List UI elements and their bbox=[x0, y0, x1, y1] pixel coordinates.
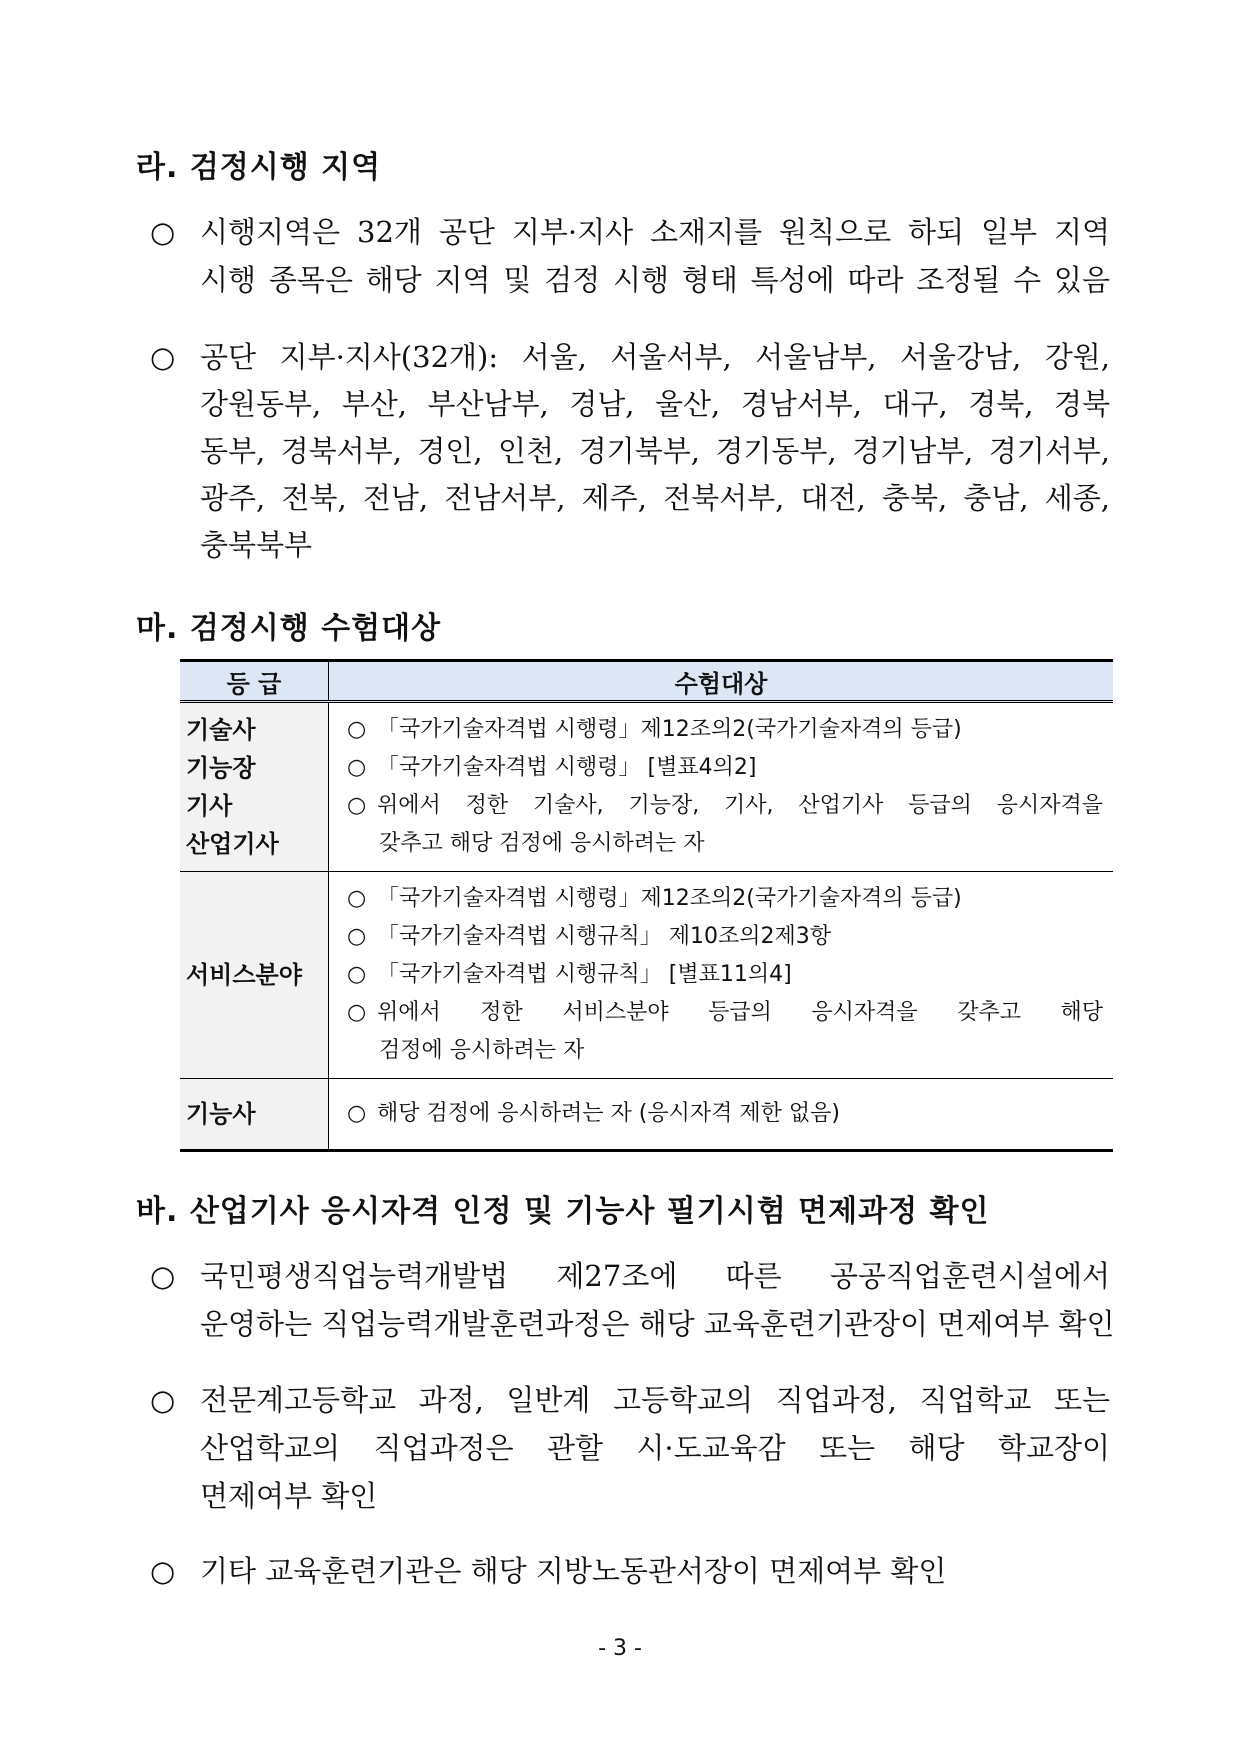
column-header-target: 수험대상 bbox=[329, 661, 1114, 702]
paragraph-line: 충북북부 bbox=[200, 528, 313, 562]
target-cell bbox=[329, 1079, 1114, 1151]
paragraph-line: 공단 지부·지사(32개): 서울, 서울서부, 서울남부, 서울강남, 강원, bbox=[200, 340, 1110, 374]
bullet-icon: ○ bbox=[150, 1383, 176, 1417]
paragraph-line: 면제여부 확인 bbox=[200, 1479, 378, 1513]
section-heading-ba: 바. 산업기사 응시자격 인정 및 기능사 필기시험 면제과정 확인 bbox=[136, 1194, 990, 1229]
section-heading-ma: 마. 검정시행 수험대상 bbox=[136, 611, 442, 646]
grade-cell bbox=[180, 702, 329, 872]
bullet-icon: ○ bbox=[347, 1101, 367, 1126]
target-line bbox=[347, 749, 1103, 787]
target-cell bbox=[329, 872, 1114, 1079]
bullet-icon: ○ bbox=[347, 962, 367, 987]
paragraph-line: 운영하는 직업능력개발훈련과정은 해당 교육훈련기관장이 면제여부 확인 bbox=[200, 1307, 1115, 1341]
paragraph-line: 동부, 경북서부, 경인, 인천, 경기북부, 경기동부, 경기남부, 경기서부, bbox=[200, 434, 1110, 468]
table-row bbox=[180, 1079, 1113, 1151]
table-row bbox=[180, 702, 1113, 872]
table-row bbox=[180, 872, 1113, 1079]
target-line bbox=[347, 825, 1103, 863]
target-text: 「국가기술자격법 시행규칙」 [별표11의4] bbox=[377, 962, 792, 987]
bullet-icon: ○ bbox=[347, 924, 367, 949]
paragraph-line: 기타 교육훈련기관은 해당 지방노동관서장이 면제여부 확인 bbox=[200, 1554, 947, 1588]
paragraph-line: 강원동부, 부산, 부산남부, 경남, 울산, 경남서부, 대구, 경북, 경북 bbox=[200, 387, 1110, 421]
bullet-icon: ○ bbox=[150, 1554, 176, 1588]
bullet-icon: ○ bbox=[150, 215, 176, 249]
target-text: 위에서 정한 기술사, 기능장, 기사, 산업기사 등급의 응시자격을 bbox=[377, 793, 1103, 818]
column-header-grade: 등 급 bbox=[180, 661, 329, 702]
bullet-icon: ○ bbox=[150, 340, 176, 374]
target-text: 「국가기술자격법 시행령」제12조의2(국가기술자격의 등급) bbox=[377, 717, 962, 742]
grade-label: 기술사 bbox=[186, 716, 256, 744]
grade-label: 산업기사 bbox=[186, 830, 279, 858]
target-line bbox=[347, 918, 1103, 956]
paragraph-line: 산업학교의 직업과정은 관할 시·도교육감 또는 해당 학교장이 bbox=[200, 1431, 1110, 1465]
grade-cell bbox=[180, 1079, 329, 1151]
paragraph-line: 시행지역은 32개 공단 지부·지사 소재지를 원칙으로 하되 일부 지역 bbox=[200, 215, 1110, 249]
paragraph-line: 국민평생직업능력개발법 제27조에 따른 공공직업훈련시설에서 bbox=[200, 1259, 1110, 1293]
bullet-icon: ○ bbox=[347, 1000, 367, 1025]
target-line bbox=[347, 1095, 1103, 1133]
section-heading-ra: 라. 검정시행 지역 bbox=[136, 150, 382, 185]
target-line bbox=[347, 956, 1103, 994]
table-header-row bbox=[180, 661, 1113, 702]
grade-label: 기능사 bbox=[186, 1100, 256, 1128]
target-line bbox=[347, 994, 1103, 1032]
target-text: 검정에 응시하려는 자 bbox=[379, 1038, 585, 1063]
grade-label: 기사 bbox=[186, 792, 233, 820]
paragraph-line: 광주, 전북, 전남, 전남서부, 제주, 전북서부, 대전, 충북, 충남, 세종, bbox=[200, 481, 1110, 515]
target-text: 「국가기술자격법 시행령」 [별표4의2] bbox=[377, 755, 757, 780]
target-line bbox=[347, 880, 1103, 918]
target-text: 「국가기술자격법 시행규칙」 제10조의2제3항 bbox=[377, 924, 832, 949]
target-text: 위에서 정한 서비스분야 등급의 응시자격을 갖추고 해당 bbox=[377, 1000, 1103, 1025]
target-cell bbox=[329, 702, 1114, 872]
bullet-icon: ○ bbox=[347, 793, 367, 818]
paragraph-line: 전문계고등학교 과정, 일반계 고등학교의 직업과정, 직업학교 또는 bbox=[200, 1383, 1110, 1417]
target-text: 해당 검정에 응시하려는 자 (응시자격 제한 없음) bbox=[377, 1101, 840, 1126]
target-line bbox=[347, 1032, 1103, 1070]
target-line bbox=[347, 711, 1103, 749]
bullet-icon: ○ bbox=[150, 1259, 176, 1293]
bullet-icon: ○ bbox=[347, 755, 367, 780]
bullet-icon: ○ bbox=[347, 717, 367, 742]
target-text: 「국가기술자격법 시행령」제12조의2(국가기술자격의 등급) bbox=[377, 886, 962, 911]
grade-label: 서비스분야 bbox=[186, 961, 302, 989]
target-text: 갖추고 해당 검정에 응시하려는 자 bbox=[379, 831, 705, 856]
paragraph-line: 시행 종목은 해당 지역 및 검정 시행 형태 특성에 따라 조정될 수 있음 bbox=[200, 263, 1110, 297]
grade-label: 기능장 bbox=[186, 754, 256, 782]
grade-cell bbox=[180, 872, 329, 1079]
exam-target-table bbox=[180, 659, 1113, 1152]
target-line bbox=[347, 787, 1103, 825]
page-number: - 3 - bbox=[598, 1636, 642, 1661]
bullet-icon: ○ bbox=[347, 886, 367, 911]
